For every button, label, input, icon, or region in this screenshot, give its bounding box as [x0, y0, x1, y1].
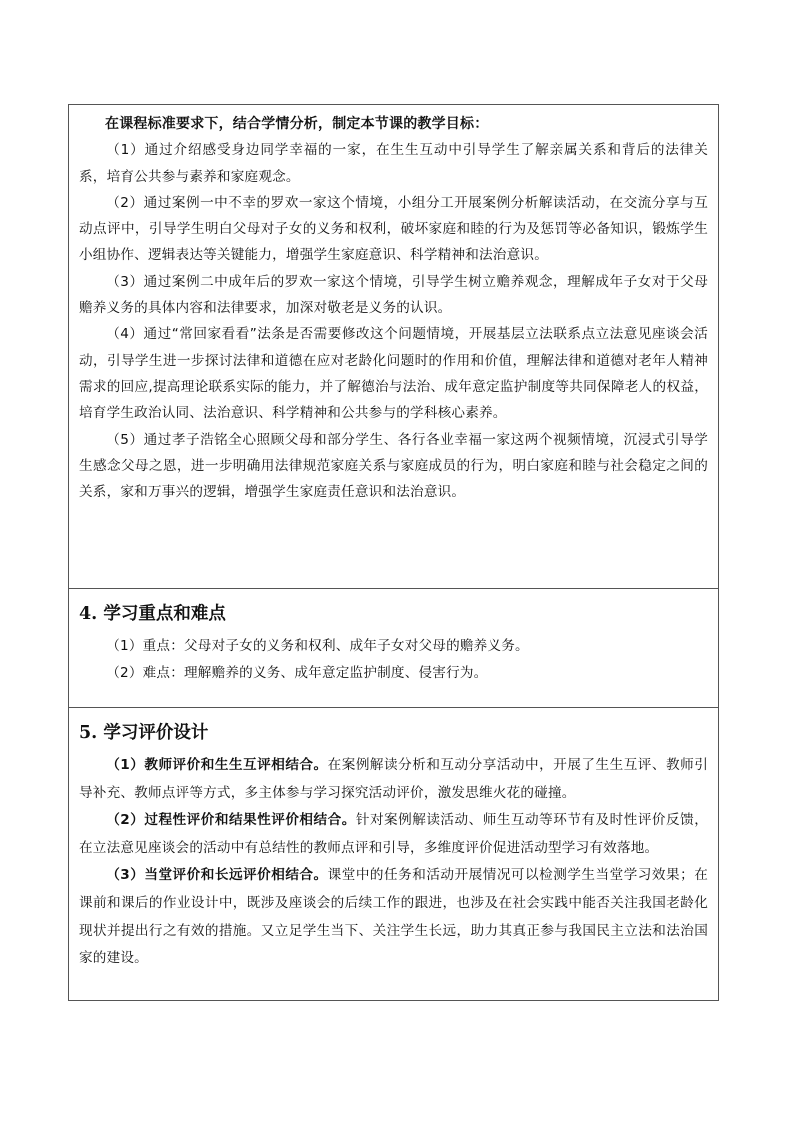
objective-item-5: （5）通过孝子浩铭全心照顾父母和部分学生、各行各业幸福一家这两个视频情境，沉浸式引导学生感念父母之恩，进一步明确用法律规范家庭关系与家庭成员的行为，明白家庭和睦与社会稳定之间的关系，家和万事兴的逻辑，增强学生家庭责任意识和法治意识。: [79, 431, 708, 501]
objective-item-2: （2）通过案例一中不幸的罗欢一家这个情境，小组分工开展案例分析解读活动，在交流分享与互动点评中，引导学生明白父母对子女的义务和权利，破坏家庭和睦的行为及惩罚等必备知识，锻炼学生小组协作、逻辑表达等关键能力，增强学生家庭意识、科学精神和法治意识。: [79, 194, 708, 264]
evaluation-title: 学习评价设计: [103, 723, 209, 743]
evaluation-number: 5.: [79, 723, 98, 743]
evaluation-item-1: [79, 752, 708, 807]
evaluation-item-3: [79, 862, 708, 972]
objectives-intro: 在课程标准要求下，结合学情分析，制定本节课的教学目标：: [105, 116, 489, 132]
content-table: [68, 104, 719, 1001]
keypoint-item-2: （2）难点：理解赡养的义务、成年意定监护制度、侵害行为。: [106, 665, 488, 681]
evaluation-item-1-lead: （1）教师评价和生生互评相结合。: [106, 757, 328, 773]
keypoints-number: 4.: [79, 604, 98, 624]
evaluation-item-2: [79, 807, 708, 862]
evaluation-item-3-lead: （3）当堂评价和长远评价相结合。: [106, 867, 328, 884]
keypoints-heading: [79, 599, 708, 629]
keypoint-item-1: （1）重点：父母对子女的义务和权利、成年子女对父母的赡养义务。: [106, 638, 529, 654]
objective-item-3: （3）通过案例二中成年后的罗欢一家这个情境，引导学生树立赡养观念，理解成年子女对于父母赡养义务的具体内容和法律要求，加深对敬老是义务的认识。: [79, 273, 708, 317]
objective-item-4: （4）通过“常回家看看”法条是否需要修改这个问题情境，开展基层立法联系点立法意见座谈会活动，引导学生进一步探讨法律和道德在应对老龄化问题时的作用和价值，理解法律和道德对老年人精神需求的回应,提高理论联系实际的能力，并了解德治与法治、成年意定监护制度等共同保障老人的权益，培育学生政治认同、法治意识、科学精神和公共参与的学科核心素养。: [79, 326, 708, 422]
evaluation-item-3-text: 课堂中的任务和活动开展情况可以检测学生当堂学习效果；在课前和课后的作业设计中，既涉及座谈会的后续工作的跟进，也涉及在社会实践中能否关注我国老龄化现状并提出行之有效的措施。又立足学生当下、关注学生长远，助力其真正参与我国民主立法和法治国家的建设。: [79, 867, 708, 967]
evaluation-item-2-text: 针对案例解读活动、师生互动等环节有及时性评价反馈，在立法意见座谈会的活动中有总结性的教师点评和引导，多维度评价促进活动型学习有效落地。: [79, 812, 709, 856]
keypoints-cell: [69, 589, 718, 708]
keypoints-title: 学习重点和难点: [103, 604, 226, 624]
evaluation-heading: [79, 718, 708, 748]
evaluation-item-2-lead: （2）过程性评价和结果性评价相结合。: [106, 812, 356, 829]
evaluation-cell: [69, 708, 718, 1000]
teaching-objectives-cell: [69, 105, 718, 589]
objective-item-1: （1）通过介绍感受身边同学幸福的一家，在生生互动中引导学生了解亲属关系和背后的法律关系，培育公共参与素养和家庭观念。: [79, 142, 708, 185]
evaluation-item-1-text: 在案例解读分析和互动分享活动中，开展了生生互评、教师引导补充、教师点评等方式，多主体参与学习探究活动评价，激发思维火花的碰撞。: [79, 757, 708, 801]
